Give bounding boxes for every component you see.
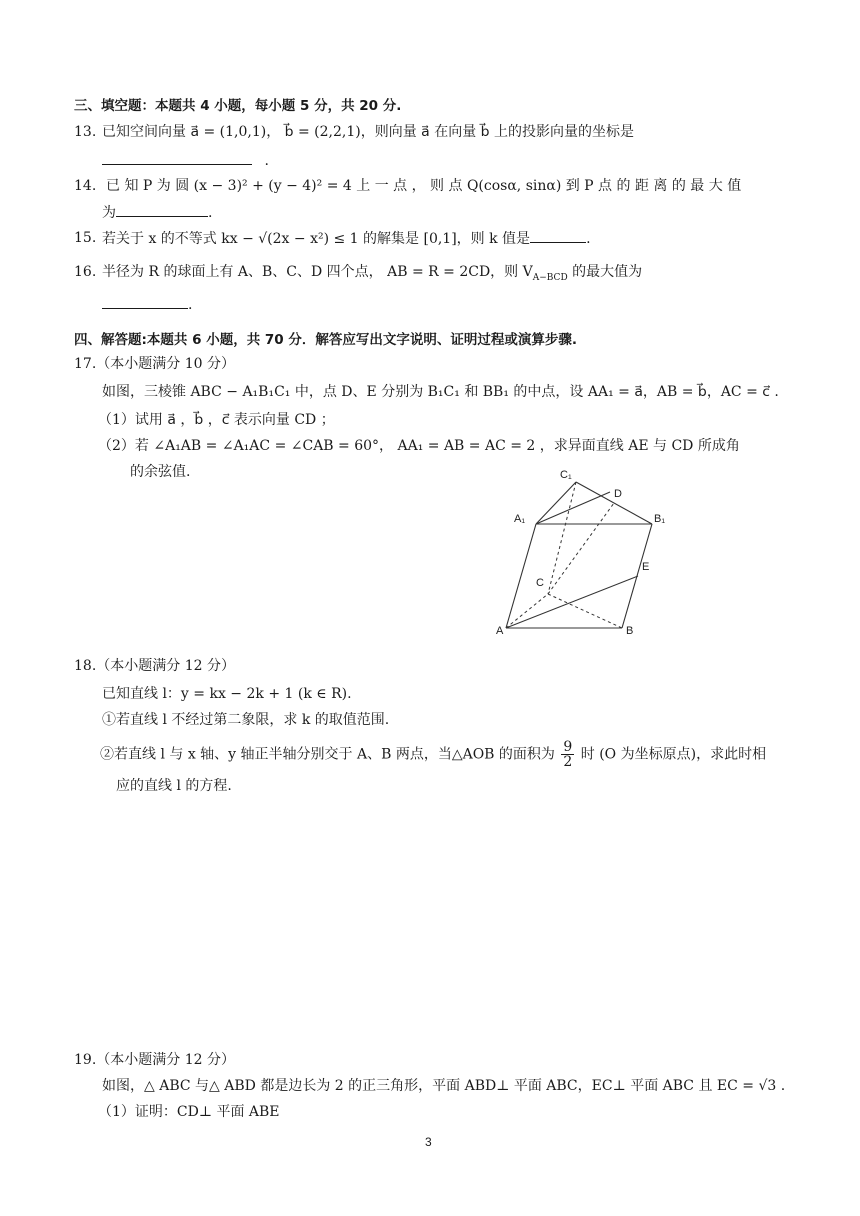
question-14-text: 已 知 P 为 圆 (x − 3)² + (y − 4)² = 4 上 一 点 ， 则 点 Q(cosα, sinα) 到 P 点 的 距 离 的 最 大 值 [106,178,742,194]
question-16-text-end: 的最大值为 [567,264,643,280]
question-14-tail: . [208,205,213,221]
section-4-header: 四、解答题:本题共 6 小题，共 70 分．解答应写出文字说明、证明过程或演算步骤. [74,332,578,348]
question-18-part-2-cont: 应的直线 l 的方程. [116,778,232,794]
question-16-text-main: 半径为 R 的球面上有 A、B、C、D 四个点， AB = R = 2CD，则 V [102,264,533,280]
question-15-text: 若关于 x 的不等式 kx − √(2x − x²) ≤ 1 的解集是 [0,1]，则 k 值是 [102,231,531,247]
label-a: A [496,625,504,637]
question-18-stem: 已知直线 l：y = kx − 2k + 1 (k ∈ R). [102,686,352,702]
segment-c-d [548,503,614,594]
question-15-tail: . [586,231,591,247]
question-13-tail: . [264,153,269,169]
answer-blank [530,228,586,243]
label-b: B [626,625,634,637]
label-b1: B₁ [654,513,666,525]
question-19-stem: 如图，△ ABC 与△ ABD 都是边长为 2 的正三角形，平面 ABD⊥ 平面 ABC，EC⊥ 平面 ABC 且 EC = √3 . [102,1078,786,1094]
question-19-score: （本小题满分 12 分） [96,1052,235,1068]
edge-a1-a [506,524,536,628]
question-18-score: （本小题满分 12 分） [96,658,235,674]
question-17-part-2-cont: 的余弦值. [130,464,191,480]
segment-a-e [506,576,638,628]
question-14-number: 14. [74,178,97,194]
question-17-part-1: （1）试用 a⃗ ，b⃗ ，c⃗ 表示向量 CD ； [98,412,335,428]
label-c1: C₁ [560,469,572,481]
question-16-text [102,262,642,288]
edge-a1-c1 [536,492,610,524]
answer-blank [116,202,208,217]
question-19-part-1: （1）证明：CD⊥ 平面 ABE [98,1104,280,1120]
label-d: D [614,488,622,500]
question-17-score: （本小题满分 10 分） [96,356,235,372]
question-17-header [74,354,235,374]
question-16-answer-line [102,294,192,315]
area-fraction [561,740,574,769]
label-a1: A₁ [514,513,526,525]
edge-c-b [548,594,622,628]
volume-subscript: A−BCD [532,272,568,283]
question-19-number: 19. [74,1052,97,1068]
answer-blank [102,150,252,165]
edge-a1-c1-top [536,482,576,524]
fraction-denominator: 2 [563,754,573,770]
answer-blank [102,294,188,309]
prism-figure [496,462,676,640]
question-17-number: 17. [74,356,97,372]
edge-a-c [506,594,548,628]
question-14-line2: 为 [102,205,116,221]
page-number: 3 [425,1135,432,1149]
question-17-stem: 如图，三棱锥 ABC − A₁B₁C₁ 中，点 D、E 分别为 B₁C₁ 和 BB₁ 的中点，设 AA₁ = a⃗，AB = b⃗，AC = c⃗ . [102,384,779,400]
question-15-number: 15. [74,230,97,246]
question-14-answer-line [102,202,212,223]
question-18-header [74,656,235,676]
question-13-number: 13. [74,124,97,140]
question-18-part-2-after: 时 (O 为坐标原点)，求此时相 [580,746,767,763]
edge-c1-c [548,482,576,594]
label-e: E [642,561,650,573]
question-17-part-2: （2）若 ∠A₁AB = ∠A₁AC = ∠CAB = 60°， AA₁ = AB = AC = 2 ，求异面直线 AE 与 CD 所成角 [98,438,740,454]
question-13-answer-line [102,150,269,171]
question-18-part-2 [100,740,766,769]
label-c: C [536,577,544,589]
question-13-text: 已知空间向量 a⃗ = (1,0,1)， b⃗ = (2,2,1)，则向量 a⃗ 在向量 b⃗ 上的投影向量的坐标是 [102,124,634,140]
fraction-numerator: 9 [563,739,573,755]
question-18-part-1: ①若直线 l 不经过第二象限，求 k 的取值范围. [102,712,390,728]
question-18-part-2-before: ②若直线 l 与 x 轴、y 轴正半轴分别交于 A、B 两点，当△AOB 的面积为 [100,746,555,763]
question-16-number: 16. [74,264,97,280]
section-3-header: 三、填空题：本题共 4 小题，每小题 5 分，共 20 分. [74,98,402,114]
question-16-tail: . [188,297,193,313]
question-19-header [74,1050,235,1070]
question-15-answer-line [102,228,591,249]
question-18-number: 18. [74,658,97,674]
